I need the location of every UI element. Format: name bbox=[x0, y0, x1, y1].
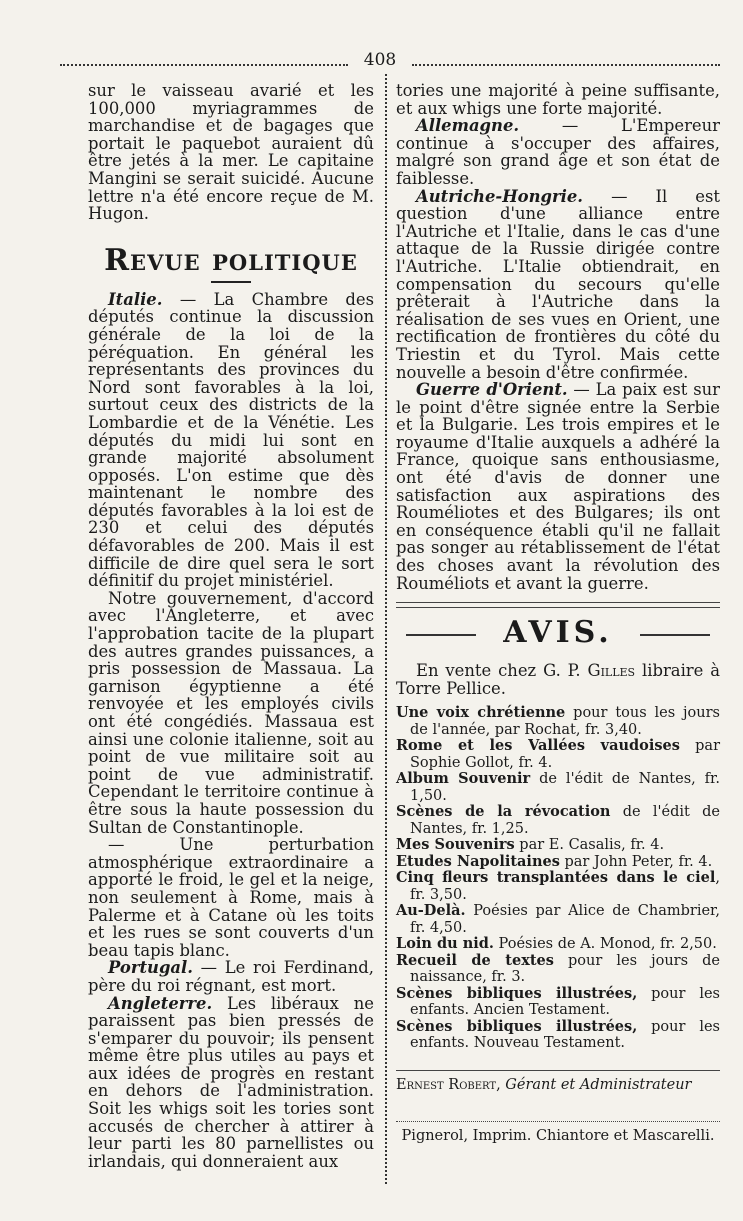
allemagne-text: — L'Empereur continue à s'occuper des affaires, malgré son grand âge et son état de faiblesse. bbox=[396, 116, 720, 188]
right-column bbox=[396, 82, 720, 1145]
book-title: Cinq fleurs transplantées dans le ciel bbox=[396, 869, 716, 887]
book-details: pour tous les jours de l'année, par Rochat, fr. 3,40. bbox=[410, 705, 720, 738]
autriche-paragraph bbox=[396, 188, 720, 382]
book-entry bbox=[396, 1019, 720, 1052]
book-title: Scènes bibliques illustrées, bbox=[396, 984, 638, 1002]
book-entry bbox=[396, 771, 720, 804]
italie-paragraph bbox=[88, 291, 374, 590]
book-entry bbox=[396, 903, 720, 936]
title-rule bbox=[211, 281, 251, 283]
book-title: Scènes de la révocation bbox=[396, 803, 611, 821]
book-details: Poésies par Alice de Chambrier, fr. 4,50. bbox=[410, 903, 720, 936]
angleterre-text: Les libéraux ne paraissent pas bien pressés de s'emparer du pouvoir; ils pensent même être plus utiles au pays et aux idées de progrès en restant en dehors de l'administration. Soit les whigs soit les tories sont accusés de chercher à attirer à leur parti les 80 parnellistes ou irlandais, qui donneraient aux bbox=[88, 993, 374, 1171]
header-rule-left bbox=[60, 64, 348, 66]
left-column bbox=[88, 82, 374, 1170]
page-header bbox=[60, 48, 720, 72]
book-details: , fr. 3,50. bbox=[410, 870, 720, 903]
page-number: 408 bbox=[363, 50, 397, 70]
book-details: Poésies de A. Monod, fr. 2,50. bbox=[493, 936, 717, 953]
section-title: Revue politique bbox=[104, 242, 358, 278]
avis-title-wrap bbox=[396, 616, 720, 650]
book-title: Une voix chrétienne bbox=[396, 704, 566, 722]
guerre-text: — La paix est sur le point d'être signée entre la Serbie et la Bulgarie. Les trois empires et le royaume d'Italie auxquels a adhéré la France, quoique sans enthousiasme, ont été d'avis de donner une satisfaction aux aspirations des Rouméliotes et des Bulgares; ils ont en conséquence établi qu'il ne fallait pas songer au rétablissement de l'état des choses avant la révolution des Rouméliots et avant la guerre. bbox=[396, 380, 720, 593]
avis-bar-left bbox=[406, 634, 476, 636]
book-title: Mes Souvenirs bbox=[396, 836, 515, 854]
allemagne-label: Allemagne. bbox=[416, 116, 520, 136]
book-title: Scènes bibliques illustrées, bbox=[396, 1017, 638, 1035]
portugal-text: — Le roi Ferdinand, père du roi régnant, est mort. bbox=[88, 958, 374, 995]
signature bbox=[396, 1070, 720, 1095]
guerre-paragraph bbox=[396, 381, 720, 592]
gouvernement-paragraph: Notre gouvernement, d'accord avec l'Angleterre, et avec l'approbation tacite de la plupart des autres grandes puissances, a pris possession de Massaua. La garnison égyptienne a été renvoyée et les employés civils ont été congédiés. Massaua est ainsi une colonie italienne, soit au point de vue militaire soit au point de vue administratif. Cependant le territoire continue à être sous la haute possession du Sultan de Constantinople. bbox=[88, 588, 374, 837]
book-entry bbox=[396, 870, 720, 903]
book-title: Loin du nid. bbox=[396, 935, 494, 953]
avis-bar-right bbox=[640, 634, 710, 636]
book-list bbox=[396, 705, 720, 1052]
book-entry bbox=[396, 854, 720, 871]
angleterre-paragraph bbox=[88, 995, 374, 1171]
book-details: par E. Casalis, fr. 4. bbox=[514, 837, 665, 854]
signature-role: Gérant et Administrateur bbox=[500, 1076, 692, 1093]
book-entry bbox=[396, 986, 720, 1019]
portugal-paragraph bbox=[88, 959, 374, 994]
header-rule-right bbox=[412, 64, 720, 66]
book-entry bbox=[396, 738, 720, 771]
allemagne-paragraph bbox=[396, 117, 720, 187]
book-title: Recueil de textes bbox=[396, 951, 554, 969]
avis-title: AVIS. bbox=[503, 615, 613, 651]
book-details: pour les enfants. Ancien Testament. bbox=[410, 985, 720, 1019]
book-title: Rome et les Vallées vaudoises bbox=[396, 737, 680, 755]
vente-prefix: En vente chez bbox=[416, 661, 544, 681]
book-details: par John Peter, fr. 4. bbox=[559, 853, 713, 870]
autriche-text: — Il est question d'une alliance entre l'Autriche et l'Italie, dans le cas d'une attaque de la Russie dirigée contre l'Autriche. L'Italie obtiendrait, en compensation du secours qu'elle prêterait à l'Autriche dans la réalisation de ses vues en Orient, une rectification de frontières du côté du Triestin et du Tyrol. Mais cette nouvelle a besoin d'être confirmée. bbox=[396, 186, 720, 382]
autriche-label: Autriche-Hongrie. bbox=[416, 186, 583, 206]
book-entry bbox=[396, 804, 720, 837]
book-entry bbox=[396, 837, 720, 854]
perturbation-paragraph: — Une perturbation atmosphérique extraordinaire a apporté le froid, le gel et la neige, non seulement à Rome, mais à Palerme et à Catane où les toits et les rues se sont couverts d'un beau tapis blanc. bbox=[88, 835, 374, 960]
book-details: par Sophie Gollot, fr. 4. bbox=[410, 738, 720, 771]
signature-name: Ernest Robert, bbox=[396, 1076, 501, 1093]
book-title: Album Souvenir bbox=[396, 770, 531, 788]
column-divider bbox=[385, 74, 387, 1184]
book-title: Etudes Napolitaines bbox=[396, 852, 560, 870]
book-details: pour les enfants. Nouveau Testament. bbox=[410, 1018, 720, 1052]
avis-separator bbox=[396, 602, 720, 608]
book-title: Au-Delà. bbox=[396, 902, 466, 920]
portugal-label: Portugal. bbox=[108, 958, 193, 978]
vente-suffix: libraire à Torre Pellice. bbox=[396, 661, 720, 698]
book-entry bbox=[396, 936, 720, 953]
intro-paragraph: sur le vaisseau avarié et les 100,000 myriagrammes de marchandise et de bagages que portait le paquebot auraient dû être jetés à la mer. Le capitaine Mangini se serait suicidé. Aucune lettre n'a été encore reçue de M. Hugon. bbox=[88, 81, 374, 224]
guerre-label: Guerre d'Orient. bbox=[416, 380, 568, 400]
book-entry bbox=[396, 953, 720, 986]
printer-line: Pignerol, Imprim. Chiantore et Mascarelli. bbox=[396, 1121, 720, 1146]
italie-text: — La Chambre des députés continue la discussion générale de la loi de la péréquation. En général les représentants des provinces du Nord sont favorables à la loi, surtout ceux des districts de la Lombardie et de la Vénétie. Les députés du midi lui sont en grande majorité absolument opposés. L'on estime que dès maintenant le nombre des députés favorables à la loi est de 230 et celui des députés défavorables de 200. Mais il est difficile de dire quel sera le sort définitif du projet ministériel. bbox=[88, 289, 374, 591]
italie-label: Italie. bbox=[108, 289, 163, 309]
continuation-paragraph: tories une majorité à peine suffisante, et aux whigs une forte majorité. bbox=[396, 81, 720, 118]
book-details: de l'édit de Nantes, fr. 1,25. bbox=[410, 804, 720, 837]
angleterre-label: Angleterre. bbox=[108, 993, 213, 1013]
book-details: de l'édit de Nantes, fr. 1,50. bbox=[410, 771, 720, 804]
book-entry bbox=[396, 705, 720, 738]
book-details: pour les jours de naissance, fr. 3. bbox=[410, 952, 720, 986]
vente-name: G. P. Gilles bbox=[543, 661, 636, 681]
vente-paragraph bbox=[396, 662, 720, 697]
